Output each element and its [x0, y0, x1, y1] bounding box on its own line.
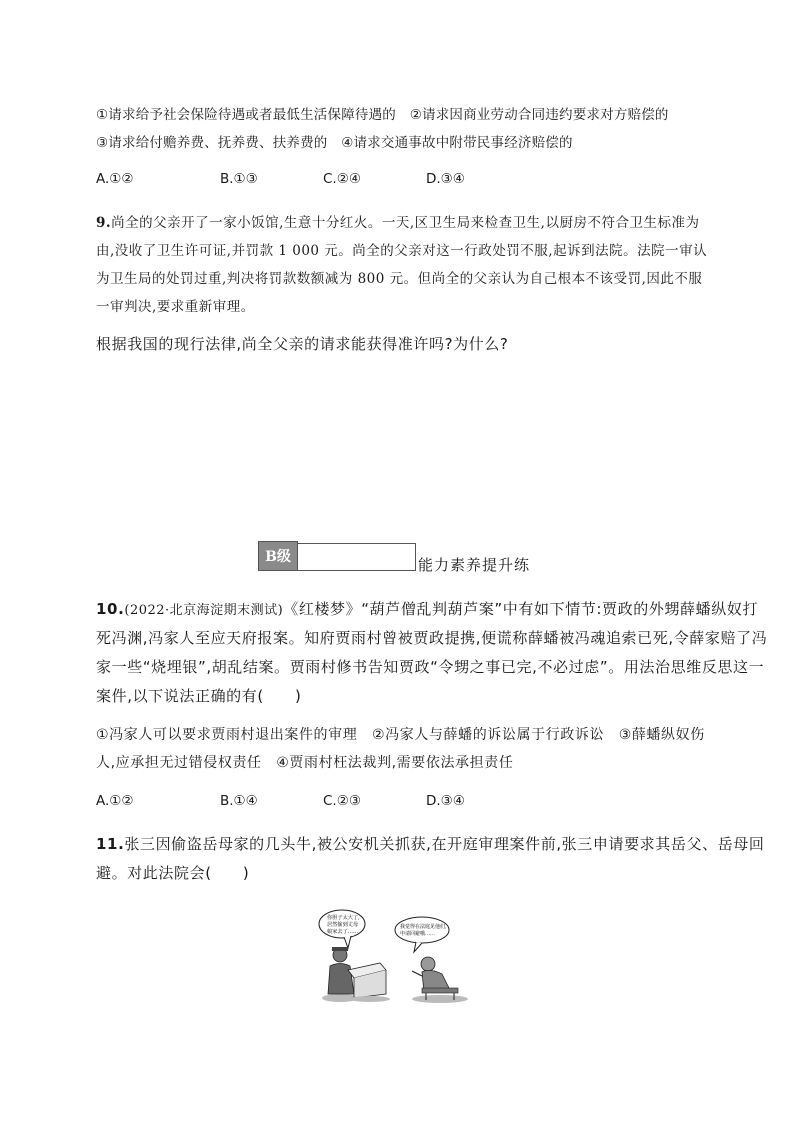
q10-number: 10. [96, 600, 125, 618]
q10-source: (2022·北京海淀期末测试) [124, 603, 284, 618]
q8-option-b: B.①③ [220, 171, 258, 187]
section-banner [258, 541, 531, 574]
bubble-left-line-2: 居然偷到丈母 [327, 922, 359, 928]
q10-statement-2: 人,应承担无过错侵权责任 ④贾雨村枉法裁判,需要依法承担责任 [96, 755, 514, 771]
q9-line-3: 为卫生局的处罚过重,判决将罚款数额减为 800 元。但尚全的父亲认为自己根本不该受罚,因此不服 [96, 271, 703, 287]
courtroom-cartoon [318, 908, 486, 1004]
bubble-right-line-2: 申请回避哦…… [400, 931, 436, 937]
q10-option-c: C.②③ [323, 793, 361, 809]
q8-statement-2: ③请求给付赡养费、抚养费、扶养费的 ④请求交通事故中附带民事经济赔偿的 [96, 135, 573, 151]
section-title: 能力素养提升练 [418, 556, 531, 574]
q10-line-4: 案件,以下说法正确的有( ) [96, 687, 302, 705]
q8-statement-1: ①请求给予社会保险待遇或者最低生活保障待遇的 ②请求因商业劳动合同违约要求对方赔偿的 [96, 107, 669, 123]
section-banner-box [298, 543, 416, 571]
bubble-left-line-3: 娘家去了…… [327, 929, 359, 935]
q9-line-1: 9.尚全的父亲开了一家小饭馆,生意十分红火。一天,区卫生局来检查卫生,以厨房不符合卫生标准为 [96, 215, 700, 231]
q10-line-1: 10.(2022·北京海淀期末测试)《红楼梦》“葫芦僧乱判葫芦案”中有如下情节:贾政的外甥薛蟠纵奴打 [96, 600, 759, 618]
q9-question: 根据我国的现行法律,尚全父亲的请求能获得准许吗?为什么? [96, 335, 509, 353]
q10-option-a: A.①② [96, 793, 134, 809]
q10-statement-1: ①冯家人可以要求贾雨村退出案件的审理 ②冯家人与薛蟠的诉讼属于行政诉讼 ③薛蟠纵奴伤 [96, 727, 705, 743]
q9-line-4: 一审判决,要求重新审理。 [96, 299, 255, 315]
defendant-figure [412, 957, 468, 1003]
q10-option-d: D.③④ [426, 793, 465, 809]
section-badge: B级 [258, 541, 298, 571]
q9-number: 9. [96, 215, 112, 231]
q11-line-1: 11.张三因偷盗岳母家的几头牛,被公安机关抓获,在开庭审理案件前,张三申请要求其岳父、岳母回 [96, 835, 765, 853]
judge-desk [348, 963, 390, 1002]
q8-option-a: A.①② [96, 171, 134, 187]
q10-line-3: 家一些“烧埋银”,胡乱结案。贾雨村修书告知贾政“令甥之事已完,不必过虑”。用法治思维反思这一 [96, 658, 765, 676]
q10-line-2: 死冯渊,冯家人至应天府报案。知府贾雨村曾被贾政提携,便谎称薛蟠被冯魂追索已死,令薛家赔了冯 [96, 629, 768, 647]
q8-option-d: D.③④ [426, 171, 465, 187]
q9-line-2: 由,没收了卫生许可证,并罚款 1 000 元。尚全的父亲对这一行政处罚不服,起诉到法院。法院一审认 [96, 243, 708, 259]
bubble-left-line-1: 你胆子太大了, [327, 915, 360, 921]
q10-option-b: B.①④ [220, 793, 258, 809]
bubble-right-line-1: 我觉得在法庭见他们, [400, 924, 447, 930]
q8-option-c: C.②④ [323, 171, 361, 187]
q11-number: 11. [96, 835, 125, 853]
q11-line-2: 避。对此法院会( ) [96, 864, 250, 882]
